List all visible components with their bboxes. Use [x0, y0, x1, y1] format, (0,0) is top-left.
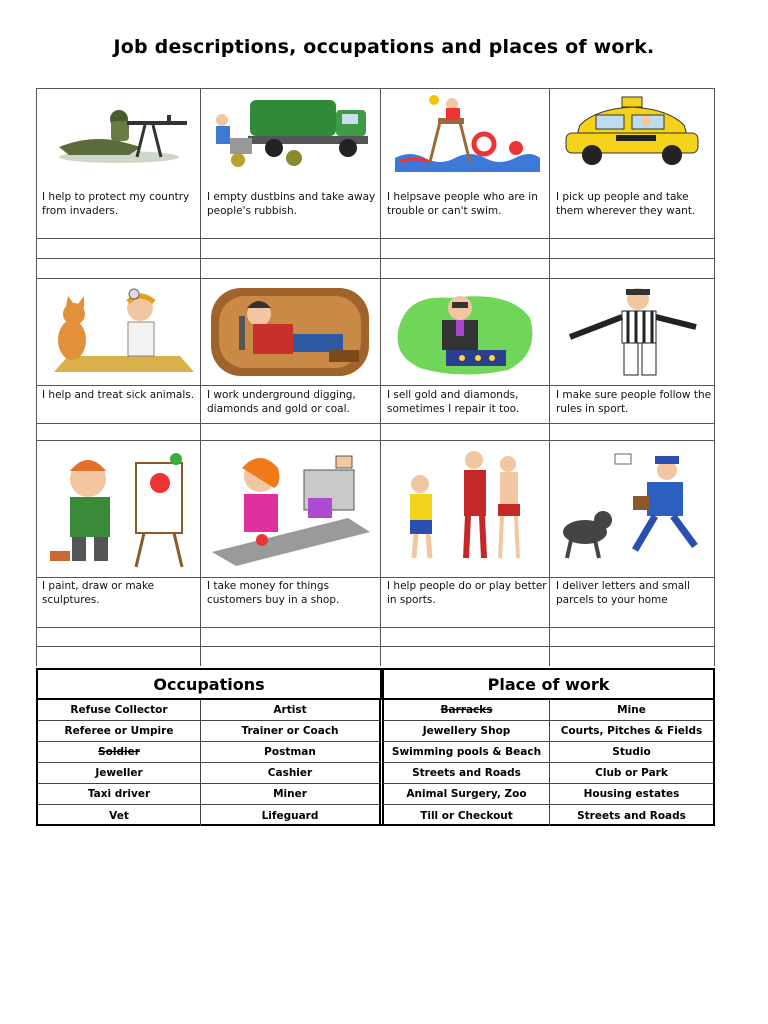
place-word: Swimming pools & Beach: [382, 742, 550, 763]
place-word: Studio: [550, 742, 713, 763]
place-word: Mine: [550, 700, 713, 721]
place-word: Till or Checkout: [382, 805, 550, 826]
job-description-10: I take money for things customers buy in a shop.: [207, 580, 340, 606]
job-description-7: I sell gold and diamonds, sometimes I repair it too.: [387, 389, 520, 415]
miner-tunnel-icon: [204, 280, 376, 384]
occupation-word: Soldier: [38, 742, 201, 763]
job-description-9: I paint, draw or make sculptures.: [42, 580, 155, 606]
place-word: Jewellery Shop: [382, 721, 550, 742]
place-word: Animal Surgery, Zoo: [382, 784, 550, 805]
occupation-word: Lifeguard: [201, 805, 381, 826]
cashier-register-icon: [204, 444, 376, 574]
page-title: Job descriptions, occupations and places of work.: [113, 36, 655, 58]
occupation-word: Taxi driver: [38, 784, 201, 805]
job-picture-grid: [36, 88, 714, 666]
postman-dog-icon: [552, 444, 712, 574]
garbage-truck-icon: [204, 90, 376, 174]
place-word: Barracks: [382, 700, 550, 721]
occupations-heading: Occupations: [38, 670, 382, 700]
occupation-word: Referee or Umpire: [38, 721, 201, 742]
job-description-2: I empty dustbins and take away people's rubbish.: [207, 191, 376, 217]
occupation-word: Jeweller: [38, 763, 201, 784]
occupation-word: Artist: [201, 700, 381, 721]
place-word: Courts, Pitches & Fields: [550, 721, 713, 742]
job-description-3: I helpsave people who are in trouble or can't swim.: [387, 191, 538, 217]
occupation-word: Cashier: [201, 763, 381, 784]
place-word: Housing estates: [550, 784, 713, 805]
occupation-word: Postman: [201, 742, 381, 763]
job-description-4: I pick up people and take them wherever they want.: [556, 191, 696, 217]
taxi-icon: [552, 90, 712, 174]
occupations-places-table: [36, 668, 715, 826]
lifeguard-tower-icon: [384, 90, 546, 174]
coach-athletes-icon: [384, 444, 546, 574]
job-description-6: I work underground digging, diamonds and gold or coal.: [207, 389, 356, 415]
jeweller-icon: [384, 280, 546, 384]
place-word: Streets and Roads: [382, 763, 550, 784]
vet-cat-icon: [40, 280, 198, 384]
job-description-12: I deliver letters and small parcels to your home: [556, 580, 690, 606]
place-word: Club or Park: [550, 763, 713, 784]
referee-icon: [552, 280, 712, 384]
occupation-word: Trainer or Coach: [201, 721, 381, 742]
place-of-work-heading: Place of work: [382, 670, 713, 700]
job-description-11: I help people do or play better in sports.: [387, 580, 547, 606]
occupation-word: Vet: [38, 805, 201, 826]
place-word: Streets and Roads: [577, 809, 686, 822]
painter-easel-icon: [40, 444, 198, 574]
job-description-1: I help to protect my country from invaders.: [42, 191, 190, 217]
job-description-8: I make sure people follow the rules in sport.: [556, 389, 712, 415]
soldier-machine-gun-icon: [40, 90, 198, 174]
job-description-5: I help and treat sick animals.: [42, 389, 195, 401]
occupation-word: Miner: [201, 784, 381, 805]
occupation-word: Refuse Collector: [38, 700, 201, 721]
